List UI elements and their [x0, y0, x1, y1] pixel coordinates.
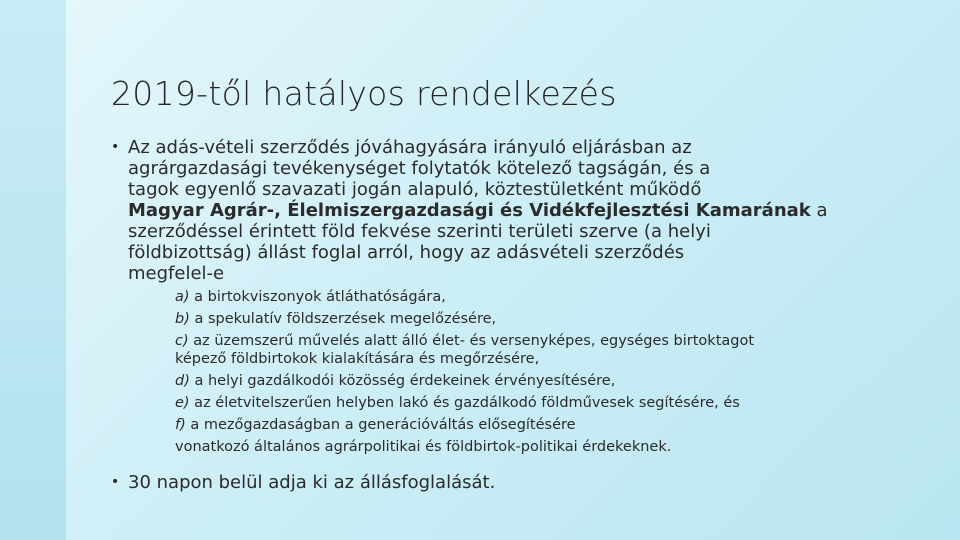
- criteria-item-d: [175, 372, 835, 390]
- criteria-item-b: [175, 310, 835, 328]
- criteria-marker: a): [175, 289, 190, 305]
- criteria-text: a birtokviszonyok átláthatóságára,: [189, 289, 446, 305]
- criteria-item-a: [175, 288, 835, 306]
- criteria-text: a helyi gazdálkodói közösség érdekeinek érvényesítésére,: [189, 373, 616, 389]
- criteria-text: a spekulatív földszerzések megelőzésére,: [189, 311, 497, 327]
- chamber-name: Magyar Agrár-, Élelmiszergazdasági és Vidékfejlesztési Kamarának: [128, 200, 811, 221]
- bullet-text: [128, 137, 858, 284]
- criteria-closing: vonatkozó általános agrárpolitikai és földbirtok-politikai érdekeknek.: [175, 439, 672, 455]
- criteria-marker: e): [175, 395, 190, 411]
- bullet-line-chamber: [128, 200, 858, 221]
- criteria-text: a mezőgazdaságban a generációváltás elősegítésére: [185, 417, 576, 433]
- criteria-item-f: [175, 416, 835, 434]
- criteria-text: az üzemszerű művelés alatt álló élet- és versenyképes, egységes birtoktagot: [188, 333, 755, 349]
- criteria-marker: b): [175, 311, 190, 327]
- criteria-item-c: [175, 332, 835, 350]
- criteria-item-c-cont: képező földbirtokok kialakítására és megőrzésére,: [175, 351, 540, 367]
- bullet-dot: •: [111, 139, 120, 155]
- bullet-line: Az adás-vételi szerződés jóváhagyására irányuló eljárásban az: [128, 137, 692, 158]
- bullet-line: megfelel-e: [128, 263, 225, 284]
- criteria-marker: d): [175, 373, 190, 389]
- slide-title: 2019-től hatályos rendelkezés: [111, 74, 617, 113]
- chamber-suffix: a: [810, 200, 828, 221]
- criteria-item-e: [175, 394, 835, 412]
- criteria-marker: f): [175, 417, 186, 433]
- criteria-list: [175, 288, 835, 456]
- criteria-text: az életvitelszerűen helyben lakó és gazdálkodó földművesek segítésére, és: [189, 395, 740, 411]
- bullet-line: tagok egyenlő szavazati jogán alapuló, köztestületként működő: [128, 179, 702, 200]
- bullet-line: földbizottság) állást foglal arról, hogy az adásvételi szerződés: [128, 242, 685, 263]
- criteria-marker: c): [175, 333, 189, 349]
- left-band: [0, 0, 66, 540]
- bullet-text: 30 napon belül adja ki az állásfoglalását.: [128, 472, 496, 493]
- bullet-line: agrárgazdasági tevékenységet folytatók kötelező tagságán, és a: [128, 158, 711, 179]
- bullet-dot: •: [111, 474, 120, 490]
- bullet-line: szerződéssel érintett föld fekvése szerinti területi szerve (a helyi: [128, 221, 711, 242]
